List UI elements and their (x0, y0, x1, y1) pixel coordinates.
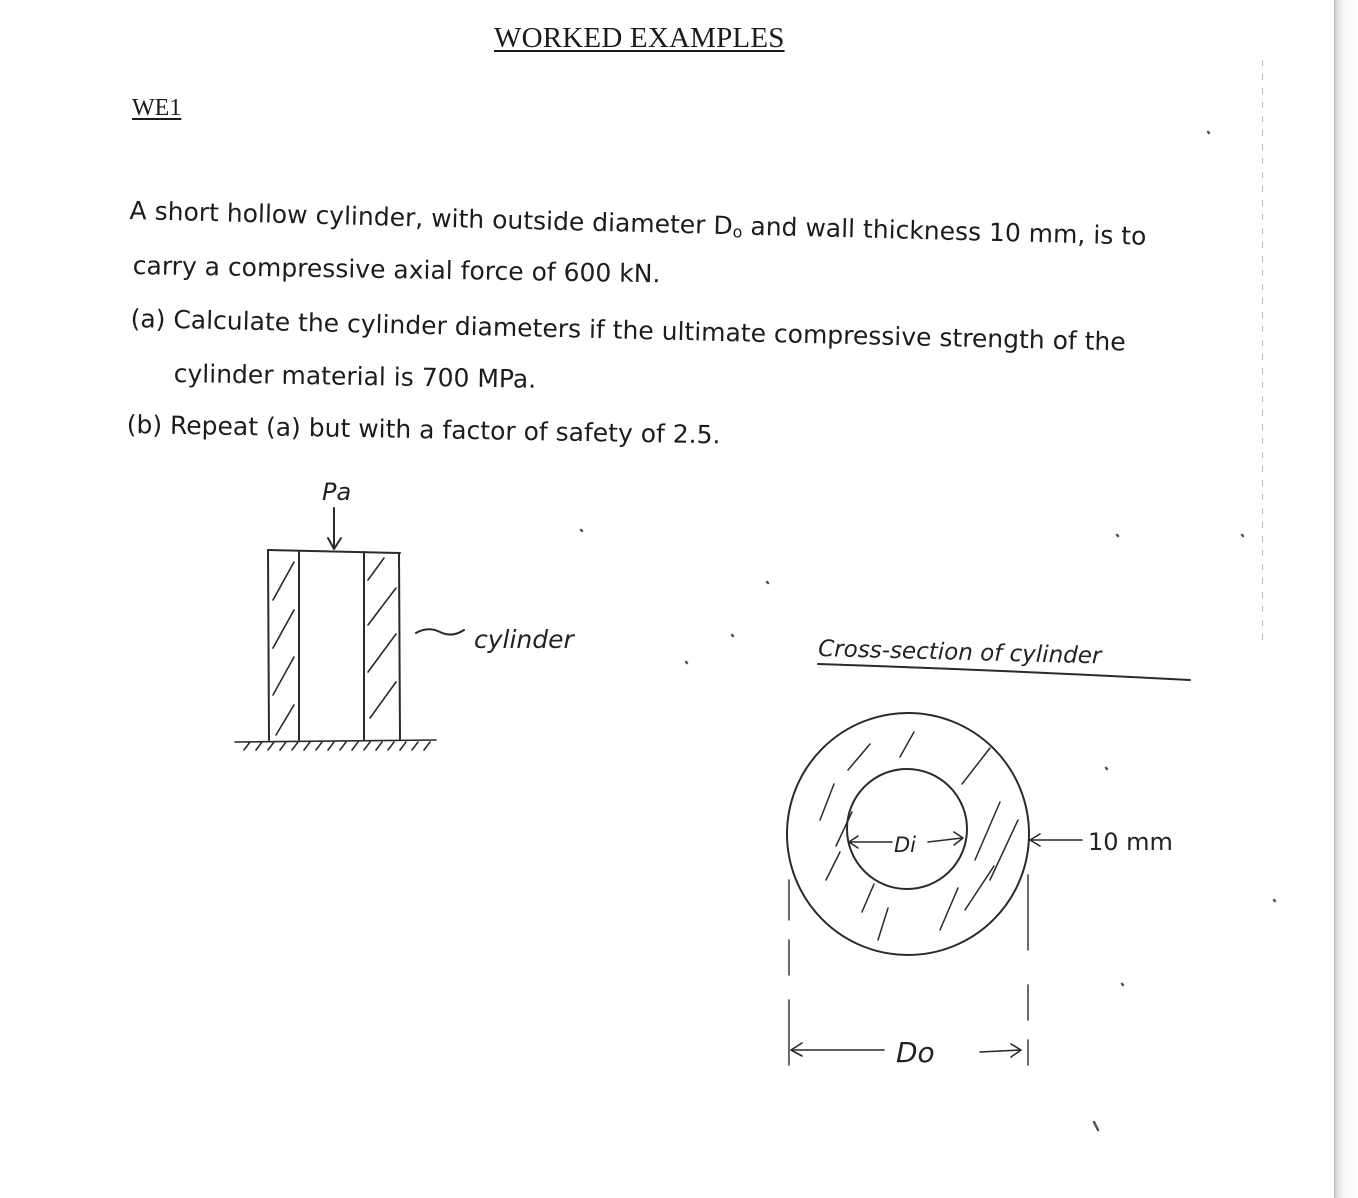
thickness-label: 10 mm (1088, 828, 1173, 856)
cylinder-elevation (268, 550, 400, 740)
outside-diameter-subscript: o (732, 222, 743, 242)
inner-diameter-label: Di (894, 833, 917, 857)
part-b: (b) Repeat (a) but with a factor of safety of 2.5. (126, 410, 721, 450)
load-arrow (328, 508, 341, 549)
outer-diameter-label: Do (896, 1036, 935, 1069)
thickness-dimension (1030, 834, 1082, 846)
section-title: Cross-section of cylinder (817, 636, 1102, 670)
part-a-line-2: cylinder material is 700 MPa. (173, 359, 537, 394)
part-a-line-1: (a) Calculate the cylinder diameters if the ultimate compressive strength of the (130, 304, 1127, 357)
cylinder-label-leader (416, 629, 464, 634)
cylinder-label: cylinder (474, 625, 574, 654)
problem-line-2: carry a compressive axial force of 600 kN. (132, 251, 661, 289)
load-label: Pa (322, 478, 352, 506)
scan-specks (581, 132, 1275, 1130)
example-id: WE1 (132, 95, 182, 121)
wall-hatching (273, 558, 396, 735)
page-title: WORKED EXAMPLES (494, 22, 785, 54)
ground-support (235, 740, 436, 750)
problem-line-1-start: A short hollow cylinder, with outside diameter D (129, 196, 734, 241)
annulus-hatching (820, 732, 1018, 940)
problem-line-1-end: and wall thickness 10 mm, is to (742, 211, 1147, 251)
